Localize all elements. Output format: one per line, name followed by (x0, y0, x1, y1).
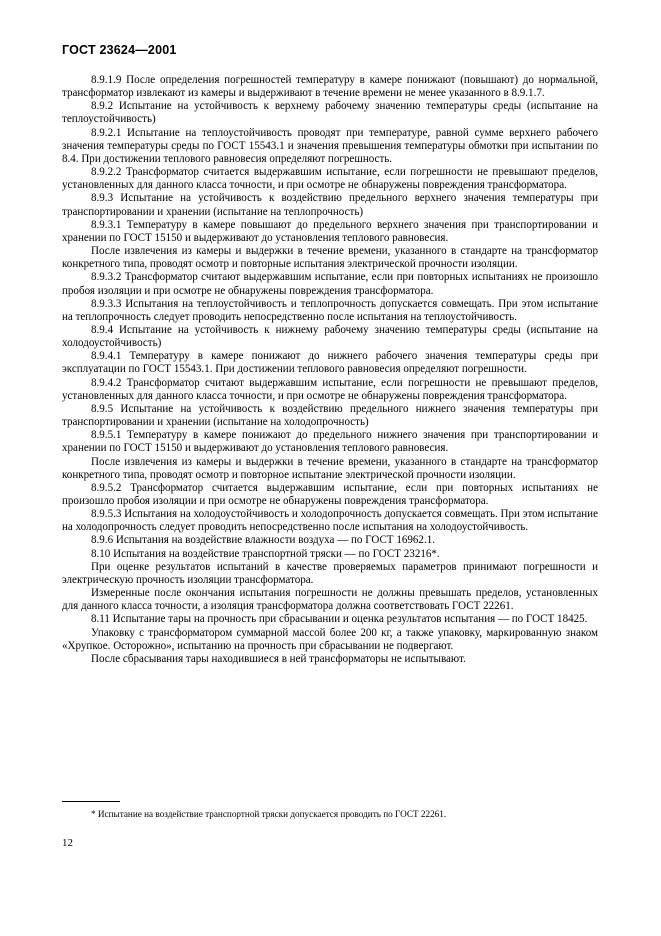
paragraph: После сбрасывания тары находившиеся в ней трансформаторы не испытывают. (91, 652, 466, 665)
paragraph: 8.9.4.1 Температуру в камере понижают до нижнего рабочего значения температуры среды при эксплуатации по ГОСТ 15543.1. При достижении теплового равновесия определяют погрешности. (62, 350, 598, 376)
footnote-divider (62, 801, 120, 802)
paragraph: 8.9.3.2 Трансформатор считают выдержавшим испытание, если при повторных испытаниях не произошло пробоя изоляции и при осмотре не обнаружены повреждения трансформатора. (62, 271, 598, 297)
paragraph: 8.9.2 Испытание на устойчивость к верхнему рабочему значению температуры среды (испытание на теплоустойчивость) (62, 100, 598, 126)
footnote: * Испытание на воздействие транспортной тряски допускается проводить по ГОСТ 22261. (91, 809, 447, 819)
paragraph: 8.9.6 Испытания на воздействие влажности воздуха — по ГОСТ 16962.1. (91, 534, 435, 547)
paragraph: 8.9.4.2 Трансформатор считают выдержавшим испытание, если погрешности не превышают пределов, установленных для данного класса точности, и при осмотре не обнаружены повреждения трансформатора. (62, 376, 598, 402)
paragraph: 8.9.3 Испытание на устойчивость к воздействию предельного верхнего значения температуры при транспортировании и хранении (испытание на теплопрочность) (62, 192, 598, 218)
document-header: ГОСТ 23624—2001 (62, 43, 177, 57)
paragraph: 8.9.4 Испытание на устойчивость к нижнему рабочему значению температуры среды (испытание на холодоустойчивость) (62, 323, 598, 350)
paragraph: 8.9.5.1 Температуру в камере понижают до предельного нижнего значения при транспортировании и хранении по ГОСТ 15150 и выдерживают до установления теплового равновесия. (62, 429, 598, 455)
body-text (62, 74, 598, 666)
paragraph: 8.9.5.2 Трансформатор считается выдержавшим испытание, если при повторных испытаниях не произошло пробоя изоляции и при осмотре не обнаружены повреждения трансформатора. (62, 481, 598, 507)
paragraph: 8.9.2.2 Трансформатор считается выдержавшим испытание, если погрешности не превышают пределов, установленных для данного класса точности, и при осмотре не обнаружены повреждения трансформатора. (62, 166, 598, 192)
page-number: 12 (62, 837, 73, 849)
paragraph: 8.10 Испытания на воздействие транспортной тряски — по ГОСТ 23216*. (91, 547, 440, 560)
paragraph: Упаковку с трансформатором суммарной массой более 200 кг, а также упаковку, маркированную знаком «Хрупкое. Осторожно», испытанию на прочность при сбрасывании не подвергают. (62, 626, 598, 652)
paragraph: 8.11 Испытание тары на прочность при сбрасывании и оценка результатов испытания — по ГОСТ 18425. (91, 613, 588, 626)
paragraph: После извлечения из камеры и выдержки в течение времени, указанного в стандарте на трансформатор конкретного типа, проводят осмотр и повторные испытания электрической прочности изоляции. (62, 245, 598, 271)
paragraph: После извлечения из камеры и выдержки в течение времени, указанного в стандарте на трансформатор конкретного типа, проводят осмотр и повторное испытание электрической прочности изоляции. (62, 455, 598, 481)
paragraph: 8.9.1.9 После определения погрешностей температуру в камере понижают (повышают) до нормальной, трансформатор извлекают из камеры и выдерживают в течение времени не менее указанного в 8.9.1.7. (62, 74, 598, 100)
paragraph: 8.9.2.1 Испытание на теплоустойчивость проводят при температуре, равной сумме верхнего рабочего значения температуры среды по ГОСТ 15543.1 и значения превышения температуры обмотки при испытании по 8.4. При достижении теплового равновесия определяют погрешность. (62, 126, 598, 165)
paragraph: 8.9.3.3 Испытания на теплоустойчивость и теплопрочность допускается совмещать. При этом испытание на теплопрочность следует проводить непосредственно после испытания на теплоустойчивость. (62, 297, 598, 323)
paragraph: 8.9.3.1 Температуру в камере повышают до предельного верхнего значения при транспортировании и хранении по ГОСТ 15150 и выдерживают до установления теплового равновесия. (62, 218, 598, 244)
paragraph: При оценке результатов испытаний в качестве проверяемых параметров принимают погрешности и электрическую прочность изоляции трансформатора. (62, 560, 598, 586)
paragraph: 8.9.5 Испытание на устойчивость к воздействию предельного нижнего значения температуры при транспортировании и хранении (испытание на холодопрочность) (62, 402, 598, 429)
paragraph: Измеренные после окончания испытания погрешности не должны превышать пределов, установленных для данного класса точности, а изоляция трансформатора должна соответствовать ГОСТ 22261. (62, 587, 598, 613)
paragraph: 8.9.5.3 Испытания на холодоустойчивость и холодопрочность допускается совмещать. При этом испытание на холодопрочность следует проводить непосредственно после испытания на холодоустойчивость. (62, 508, 598, 534)
